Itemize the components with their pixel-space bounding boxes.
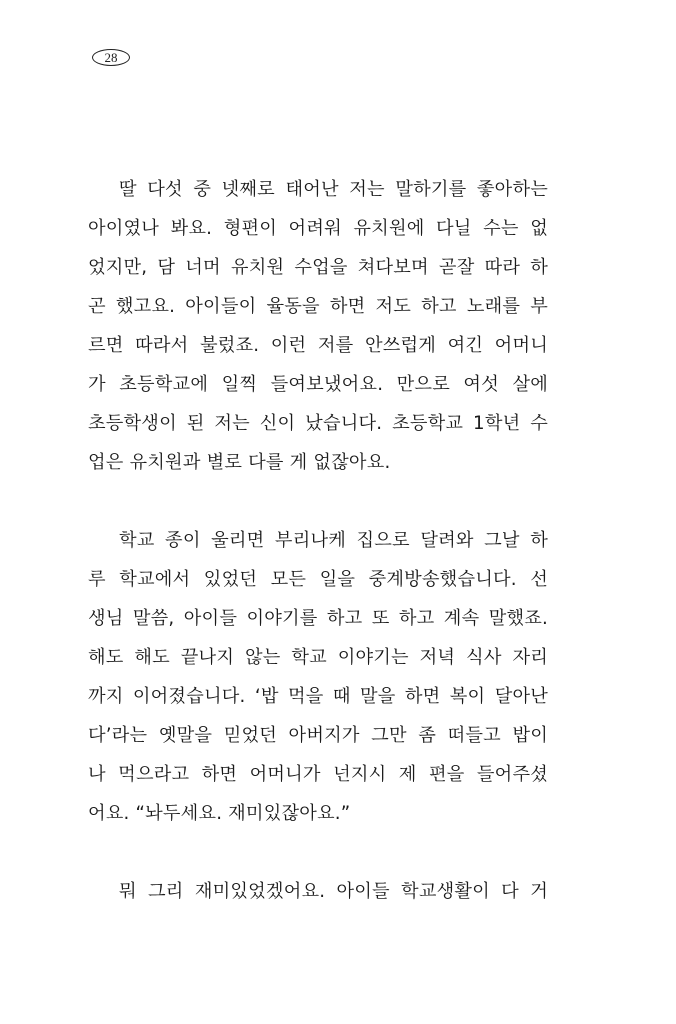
- text-line: 아이였나 봐요. 형편이 어려워 유치원에 다닐 수는 없: [88, 218, 548, 239]
- text-line: 까지 이어졌습니다. ‘밥 먹을 때 말을 하면 복이 달아난: [88, 686, 548, 707]
- text-line: 학교 종이 울리면 부리나케 집으로 달려와 그날 하: [119, 530, 548, 551]
- text-line: 가 초등학교에 일찍 들여보냈어요. 만으로 여섯 살에: [88, 374, 548, 395]
- page-number: 28: [104, 50, 118, 65]
- page-number-badge: [92, 49, 130, 66]
- text-line: 딸 다섯 중 넷째로 태어난 저는 말하기를 좋아하는: [119, 179, 548, 200]
- text-line: 곤 했고요. 아이들이 율동을 하면 저도 하고 노래를 부: [88, 296, 548, 317]
- paragraph-2: [88, 521, 548, 833]
- body-text: [88, 170, 548, 950]
- text-line: 어요. “놔두세요. 재미있잖아요.”: [88, 803, 351, 824]
- text-line: 생님 말씀, 아이들 이야기를 하고 또 하고 계속 말했죠.: [88, 608, 548, 629]
- text-line: 다’라는 옛말을 믿었던 아버지가 그만 좀 떠들고 밥이: [88, 725, 548, 746]
- text-line: 르면 따라서 불렀죠. 이런 저를 안쓰럽게 여긴 어머니: [88, 335, 548, 356]
- text-line: 초등학생이 된 저는 신이 났습니다. 초등학교 1학년 수: [88, 413, 548, 434]
- text-line: 루 학교에서 있었던 모든 일을 중계방송했습니다. 선: [88, 569, 548, 590]
- text-line: 업은 유치원과 별로 다를 게 없잖아요.: [88, 452, 391, 473]
- text-line: 해도 해도 끝나지 않는 학교 이야기는 저녁 식사 자리: [88, 647, 548, 668]
- paragraph-1: [88, 170, 548, 482]
- text-line: 었지만, 담 너머 유치원 수업을 쳐다보며 곧잘 따라 하: [88, 257, 548, 278]
- text-line: 나 먹으라고 하면 어머니가 넌지시 제 편을 들어주셨: [88, 764, 548, 785]
- text-line: 뭐 그리 재미있었겠어요. 아이들 학교생활이 다 거: [119, 881, 548, 902]
- paragraph-3: [88, 872, 548, 911]
